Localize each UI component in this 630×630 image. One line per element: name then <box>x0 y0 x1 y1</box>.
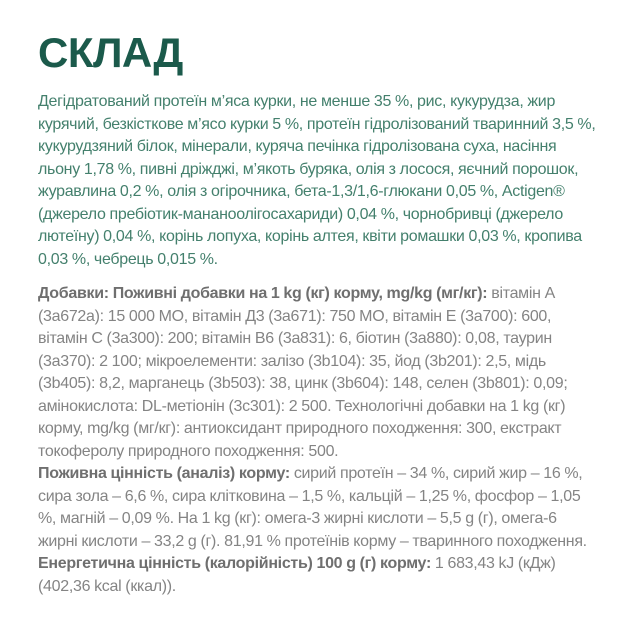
nutrition-text: сирий протеїн – 34 %, сирий жир – 16 %, сира зола – 6,6 %, сира клітковина – 1,5 %, кальцій – 1,25 %, фосфор – 1,05 %, магній – 0,09 %. На 1 kg (кг): омега-3 жирні кислоти – 5,5 g (г), омега-6 жирні кислоти – 33,2 g (г). 81,91 % протеїнів корму – тваринного походження. <box>38 465 587 550</box>
energy-text: 1 683,43 kJ (кДж) (402,36 kcal (ккал)). <box>38 555 556 595</box>
ingredients-paragraph <box>38 91 596 271</box>
nutrition-paragraph <box>38 463 596 553</box>
additives-label: Добавки: Поживні добавки на 1 kg (кг) корму, mg/kg (мг/кг): <box>38 285 488 302</box>
energy-paragraph <box>38 553 596 598</box>
additives-paragraph <box>38 283 596 463</box>
additives-text: вітамін А (3a672a): 15 000 МО, вітамін Д3 (3a671): 750 МО, вітамін Е (3a700): 600, вітамін С (3a300): 200; вітамін В6 (3a831): 6, біотин (3a880): 0,08, таурин (3a370): 2 100; мікроелементи: залізо (3b104): 35, йод (3b201): 2,5, мідь (3b405): 8,2, марганець (3b503): 38, цинк (3b604): 148, селен (3b801): 0,09; амінокислота: DL-метіонін (3c301): 2 500. Технологічні добавки на 1 kg (кг) корму, mg/kg (мг/кг): антиоксидант природного походження: 300, екстракт токоферолу природного походження: 500. <box>38 285 568 460</box>
nutrition-label: Поживна цінність (аналіз) корму: <box>38 465 290 482</box>
ingredients-text: Дегідратований протеїн м’яса курки, не менше 35 %, рис, кукурудза, жир курячий, безкісткове м’ясо курки 5 %, протеїн гідролізований тваринний 3,5 %, кукурудзяний білок, мінерали, куряча печінка гідролізована суха, насіння льону 1,78 %, пивні дріжджі, м’якоть буряка, олія з лосося, яєчний порошок, журавлина 0,2 %, олія з огірочника, бета-1,3/1,6-глюкани 0,05 %, Actigen® (джерело пребіотик-мананоолігосахариди) 0,04 %, чорнобривці (джерело лютеїну) 0,04 %, корінь лопуха, корінь алтея, квіти ромашки 0,03 %, кропива 0,03 %, чебрець 0,015 %. <box>38 93 596 268</box>
page-title: СКЛАД <box>38 29 183 76</box>
energy-label: Енергетична цінність (калорійність) 100 g (г) корму: <box>38 555 431 572</box>
